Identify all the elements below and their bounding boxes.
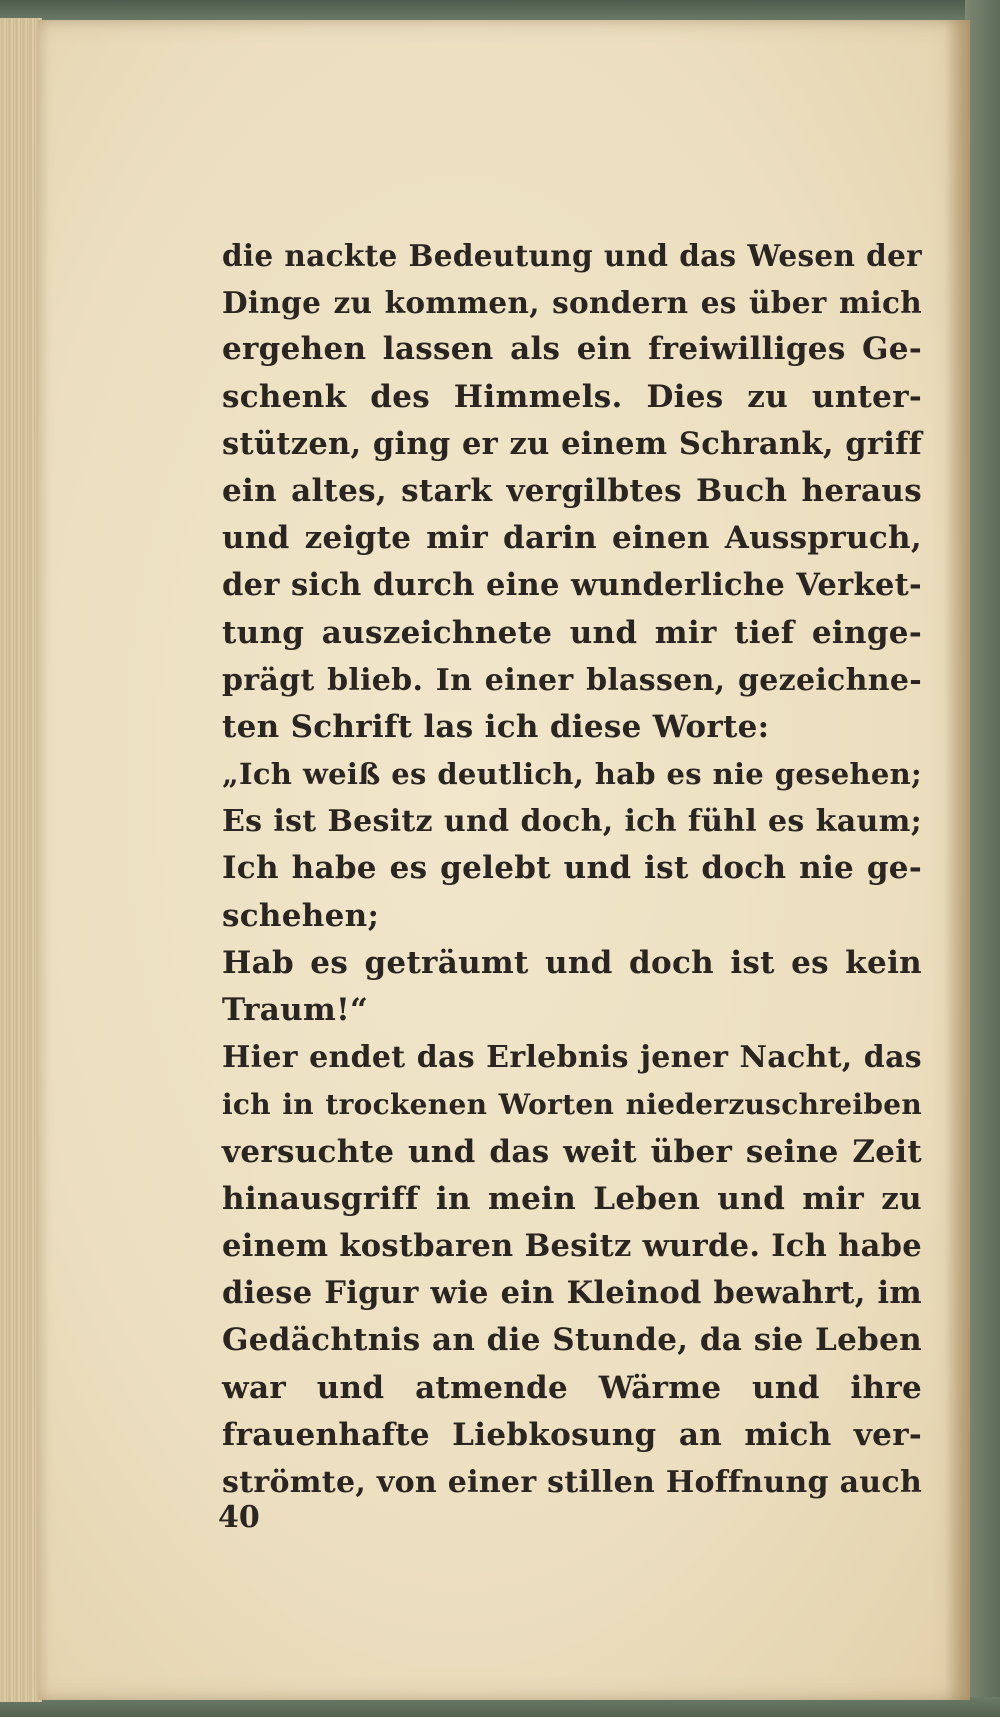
text-line: und zeigte mir darin einen Ausspruch, <box>222 520 922 557</box>
text-line: frauenhafte Liebkosung an mich ver- <box>222 1416 922 1453</box>
text-line: strömte, von einer stillen Hoffnung auch <box>222 1464 923 1500</box>
text-line: Hier endet das Erlebnis jener Nacht, das <box>222 1040 922 1076</box>
text-line: ten Schrift las ich diese Worte: <box>222 708 770 745</box>
gutter-shadow <box>945 20 970 1700</box>
page-body-text <box>222 232 922 1506</box>
text-line: prägt blieb. In einer blassen, gezeichne- <box>222 662 922 698</box>
text-line: versuchte und das weit über seine Zeit <box>222 1133 922 1170</box>
book-cover-right-edge <box>965 0 1000 1717</box>
text-line: tung auszeichnete und mir tief einge- <box>222 614 922 651</box>
page-number: 40 <box>218 1500 260 1535</box>
text-line: einem kostbaren Besitz wurde. Ich habe <box>222 1227 922 1264</box>
book-cover-bottom-edge <box>0 1697 1000 1717</box>
text-line: Gedächtnis an die Stunde, da sie Leben <box>222 1322 922 1359</box>
verse-line: „Ich weiß es deutlich, hab es nie gesehen; <box>222 757 922 792</box>
text-line: schenk des Himmels. Dies zu unter- <box>222 378 922 415</box>
verse-line: Hab es geträumt und doch ist es kein <box>222 944 922 981</box>
text-line: war und atmende Wärme und ihre <box>222 1369 922 1406</box>
text-line: stützen, ging er zu einem Schrank, griff <box>222 425 922 462</box>
text-line: ich in trockenen Worten niederzuschreiben <box>222 1088 922 1122</box>
text-line: diese Figur wie ein Kleinod bewahrt, im <box>222 1275 922 1312</box>
verse-line: Ich habe es gelebt und ist doch nie ge- <box>222 850 922 887</box>
text-line: Dinge zu kommen, sondern es über mich <box>222 285 922 321</box>
text-line: ergehen lassen als ein freiwilliges Ge- <box>222 331 922 368</box>
text-line: ein altes, stark vergilbtes Buch heraus <box>222 472 922 509</box>
verse-line: Es ist Besitz und doch, ich fühl es kaum; <box>222 804 922 840</box>
text-line: der sich durch eine wunderliche Verket- <box>222 567 922 604</box>
verse-line: schehen; <box>222 897 380 934</box>
verse-line: Traum!“ <box>222 992 369 1028</box>
text-line: hinausgriff in mein Leben und mir zu <box>222 1180 922 1217</box>
book-cover-top-edge <box>0 0 1000 22</box>
text-line: die nackte Bedeutung und das Wesen der <box>222 238 922 273</box>
page-stack-edge <box>0 18 42 1702</box>
